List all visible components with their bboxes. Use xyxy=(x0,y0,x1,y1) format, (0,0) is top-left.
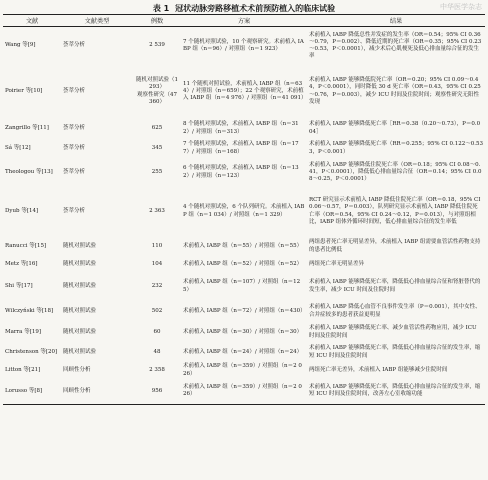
row-type: 随机对照试验 xyxy=(63,307,97,314)
row-count: 2 358 xyxy=(149,366,165,373)
row-count: 502 xyxy=(151,307,163,314)
row-plan: 术前植入 IABP 组（n＝359）/ 对照组（n＝2 026） xyxy=(183,363,302,377)
row-result: 两组死亡率无明显差异 xyxy=(309,260,365,267)
row-type: 回顾性分析 xyxy=(63,387,91,394)
header-plan: 方案 xyxy=(181,15,307,27)
row-result: 术前植入 IABP 能够降低死亡率、减少血管活性药物应用，减少 ICU 时间及住院时间 xyxy=(309,325,477,339)
row-type: 回顾性分析 xyxy=(63,366,91,373)
row-author: Ranucci 等[15] xyxy=(5,242,47,249)
row-result: 两组死亡率无差异，术前植入 IABP 组能够减少住院时间 xyxy=(309,366,448,373)
row-count: 956 xyxy=(151,387,163,394)
watermark: 中华医学杂志 xyxy=(440,3,482,11)
table-row xyxy=(3,343,485,363)
row-author: Zangrillo 等[11] xyxy=(5,124,49,131)
clinical-trials-table xyxy=(3,14,485,405)
row-count: 255 xyxy=(151,168,163,175)
header-result: 结果 xyxy=(307,15,485,27)
header-type: 文献类型 xyxy=(61,15,133,27)
row-plan: 术前植入 IABP 组（n＝55）/ 对照组（n＝55） xyxy=(183,242,303,249)
row-result: 术前植入 IABP 能够降低住院死亡率（OR＝0.18；95% CI 0.08～0.41，P＜0.0001），降低低心排血量综合征（OR＝0.14；95% CI 0.08～0.25，P＜0.0001） xyxy=(309,161,482,183)
row-author: Shi 等[17] xyxy=(5,282,33,289)
row-result: 术前植入 IABP 能够降低死亡率，降低低心排血量综合征的发生率，缩短 ICU 时间及住院时间 xyxy=(309,345,481,359)
row-plan: 术前植入 IABP 组（n＝52）/ 对照组（n＝52） xyxy=(183,260,303,267)
table-row xyxy=(3,187,485,237)
table-row xyxy=(3,119,485,139)
table-row xyxy=(3,27,485,65)
row-count: 232 xyxy=(151,282,163,289)
row-type: 荟萃分析 xyxy=(63,124,86,131)
row-plan: 11 个随机对照试验，术前植入 IABP 组（n＝634）/ 对照组（n＝659）；22 个观察研究，术前植入 IABP 组（n＝4 976）/ 对照组（n＝41 091） xyxy=(183,80,307,102)
row-result: 两组患者死亡率无明显差异，术前植入 IABP 组需要血管活性药物支持的患者比例低 xyxy=(309,239,481,253)
row-count: 2 363 xyxy=(149,207,165,214)
row-count: 104 xyxy=(151,260,163,267)
row-plan: 7 个随机对照试验，10 个观察研究。术前植入 IABP 组（n＝96）/ 对照组（n＝1 923） xyxy=(183,38,304,52)
row-type: 荟萃分析 xyxy=(63,87,86,94)
row-plan: 术前植入 IABP 组（n＝359）/ 对照组（n＝2 026） xyxy=(183,384,302,398)
row-type: 荟萃分析 xyxy=(63,207,86,214)
row-plan: 8 个随机对照试验，术前植入 IABP 组（n＝312）/ 对照组（n＝313） xyxy=(183,121,299,135)
row-type: 荟萃分析 xyxy=(63,168,86,175)
row-type: 荟萃分析 xyxy=(63,144,86,151)
row-count: 625 xyxy=(151,124,163,131)
table-row xyxy=(3,237,485,257)
table-title: 冠状动脉旁路移植术术前预防植入的临床试验 xyxy=(175,4,336,13)
row-count: 345 xyxy=(151,144,163,151)
row-author: Wang 等[9] xyxy=(5,42,36,49)
table-number: 表 1 xyxy=(152,4,170,13)
table-row xyxy=(3,363,485,379)
row-plan: 术前植入 IABP 组（n＝107）/ 对照组（n＝125） xyxy=(183,279,301,293)
table-row xyxy=(3,257,485,273)
row-type: 随机对照试验 xyxy=(63,348,97,355)
row-result: 术前植入 IABP 能够降低死亡率［RR＝0.38（0.20～0.73），P＝0.004］ xyxy=(309,121,481,135)
row-type: 随机对照试验 xyxy=(63,242,97,249)
row-author: Poirier 等[10] xyxy=(5,87,43,94)
table-row xyxy=(3,323,485,343)
table-row xyxy=(3,139,485,159)
row-count: 2 539 xyxy=(149,42,165,49)
row-result: 术前植入 IABP 能够降低死亡率，降低低心排血量综合征和肾脏替代的发生率，减少 ICU 时间及住院时间 xyxy=(309,279,481,293)
row-type: 随机对照试验 xyxy=(63,328,97,335)
table-row xyxy=(3,65,485,119)
row-result: 术前植入 IABP 降低心血管不良事件发生率（P＝0.001），其中女性、合并症较多的患者获益更明显 xyxy=(309,304,481,318)
row-count: 60 xyxy=(153,328,161,335)
row-type: 随机对照试验 xyxy=(63,260,97,267)
row-result: 术前植入 IABP 能够降低死亡率，降低低心排血量综合征的发生率，缩短 ICU 时间及住院时间，改善左心室收缩功能 xyxy=(309,384,481,398)
row-author: Theologou 等[13] xyxy=(5,168,53,175)
row-plan: 4 个随机对照试验，6 个队列研究。术前植入 IABP 组（n＝1 034）/ 对照组（n＝1 329） xyxy=(183,204,305,218)
row-author: Metz 等[16] xyxy=(5,260,38,267)
row-result: RCT 研究显示术前植入 IABP 降低住院死亡率（OR＝0.18，95% CI 0.06～0.57，P＝0.003），队列研究显示术前植入 IABP 降低住院死亡率（OR＝0.54，95% CI 0.24～0.12，P＝0.013），与对照组相比，IABP 组体外循环时间短，低心排血量综合征的发生率低 xyxy=(309,197,481,225)
table-body xyxy=(3,27,485,405)
row-result: 术前植入 IABP 能够降低死亡率（RR＝0.255；95% CI 0.122～0.533，P＜0.001） xyxy=(309,141,484,155)
header-count: 例数 xyxy=(133,15,181,27)
table-row xyxy=(3,273,485,301)
row-plan: 术前植入 IABP 组（n＝24）/ 对照组（n＝24） xyxy=(183,348,303,355)
row-count: 48 xyxy=(153,348,161,355)
row-author: Lorusso 等[8] xyxy=(5,387,43,394)
row-author: Christenson 等[20] xyxy=(5,348,58,355)
row-plan: 6 个随机对照试验，术前植入 IABP 组（n＝132）/ 对照组（n＝123） xyxy=(183,165,299,179)
row-type: 荟萃分析 xyxy=(63,42,86,49)
row-type: 随机对照试验 xyxy=(63,282,97,289)
table-caption xyxy=(0,3,488,14)
row-author: Wilczyński 等[18] xyxy=(5,307,54,314)
header-row xyxy=(3,15,485,27)
row-count: 110 xyxy=(151,242,163,249)
row-author: Dyub 等[14] xyxy=(5,207,39,214)
row-plan: 7 个随机对照试验，术前植入 IABP 组（n＝177）/ 对照组（n＝168） xyxy=(183,141,299,155)
row-author: Sá 等[12] xyxy=(5,144,31,151)
row-result: 术前植入 IABP 能够降低院死亡率（OR＝0.20；95% CI 0.09～0.44，P＜0.0001），同时降低 30 d 死亡率（OR＝0.43，95% CI 0.25～0.76，P＝0.003），减少 ICU 时间及住院时间；观察性研究无阳性发现 xyxy=(309,77,481,105)
table-row xyxy=(3,379,485,405)
row-plan: 术前植入 IABP 组（n＝72）/ 对照组（n＝430） xyxy=(183,307,306,314)
row-author: Marra 等[19] xyxy=(5,328,41,335)
row-result: 术前植入 IABP 降低总性并发症的发生率（OR＝0.54；95% CI 0.36～0.79，P＝0.002）、降低近期的死亡率（OR＝0.35；95% CI 0.23～0.53，P＜0.0001），减少术后心肌梗死及低心排血量综合征的发生率 xyxy=(309,31,482,59)
table-row xyxy=(3,159,485,187)
row-count: 随机对照试验（1 293） 观察性研究（47 360） xyxy=(136,77,178,105)
table-row xyxy=(3,301,485,323)
row-plan: 术前植入 IABP 组（n＝30）/ 对照组（n＝30） xyxy=(183,328,303,335)
header-author: 文献 xyxy=(3,15,61,27)
row-author: Litton 等[21] xyxy=(5,366,41,373)
